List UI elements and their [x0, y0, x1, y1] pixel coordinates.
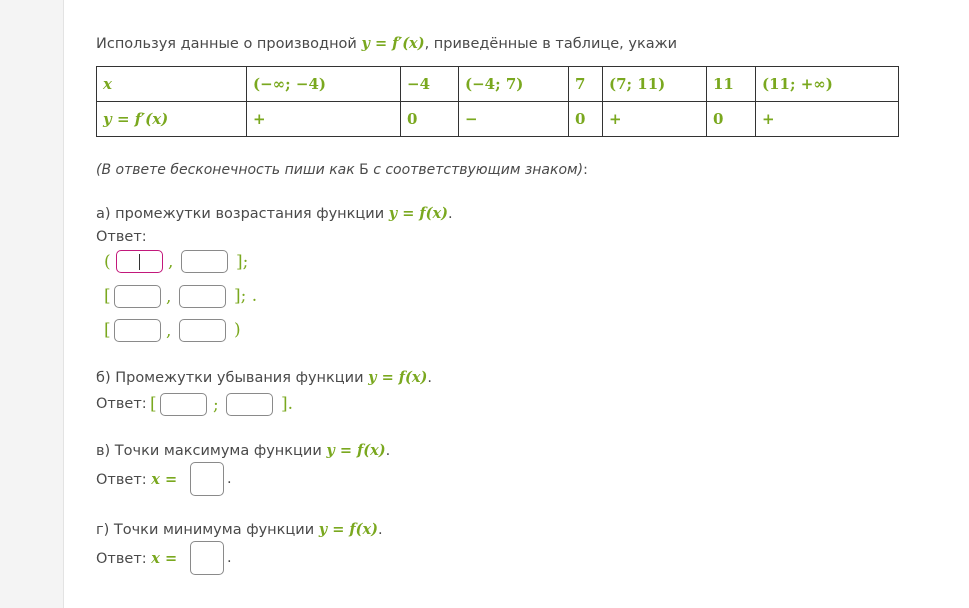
- increase-interval-3-end-input[interactable]: [179, 319, 226, 342]
- maximum-point-input[interactable]: [190, 462, 224, 496]
- table-cell: 0: [401, 102, 459, 137]
- table-cell: (7; 11): [603, 67, 707, 102]
- comma-separator: ,: [166, 321, 172, 341]
- table-cell: x: [97, 67, 247, 102]
- interval-close-bracket: ): [234, 320, 241, 340]
- part-b-formula: y = f(x): [368, 369, 428, 386]
- increase-interval-2-start-input[interactable]: [114, 285, 161, 308]
- part-a-dot: .: [448, 206, 453, 222]
- part-b-text: б) Промежутки убывания функции: [96, 370, 369, 386]
- semicolon-separator: ;: [213, 395, 219, 415]
- answer-label: Ответ:: [96, 551, 152, 567]
- part-d-label: [96, 521, 383, 538]
- part-c-label: [96, 442, 390, 459]
- part-d-formula: y = f(x): [318, 521, 379, 538]
- part-d-answer-label: [96, 550, 177, 567]
- table-cell: y = f′(x): [97, 102, 247, 137]
- part-a-label: [96, 205, 453, 222]
- table-cell: (−∞; −4): [247, 67, 401, 102]
- part-a-answer-label: Ответ:: [96, 229, 147, 245]
- table-cell: 7: [569, 67, 603, 102]
- table-cell: +: [247, 102, 401, 137]
- part-a-text: а) промежутки возрастания функции: [96, 206, 389, 222]
- interval-open-bracket: [: [104, 286, 111, 306]
- note-colon: :: [583, 162, 588, 178]
- intro-tail: , приведённые в таблице, укажи: [424, 36, 678, 52]
- table-cell: −4: [401, 67, 459, 102]
- answer-label: Ответ:: [96, 472, 152, 488]
- infinity-note: [96, 162, 588, 178]
- part-c-answer-label: [96, 471, 177, 488]
- increase-interval-1-start-input[interactable]: [116, 250, 163, 273]
- part-a-formula: y = f(x): [388, 205, 449, 222]
- part-b-label: [96, 369, 432, 386]
- note-text-2: с соответствующим знаком): [368, 162, 584, 178]
- note-letter: Б: [359, 162, 369, 178]
- increase-interval-2-end-input[interactable]: [179, 285, 226, 308]
- derivative-table: [96, 66, 899, 137]
- table-cell: (11; +∞): [756, 67, 899, 102]
- variable-x: x =: [151, 550, 178, 567]
- part-c-dot: .: [385, 443, 391, 459]
- interval-close-bracket: ].: [281, 394, 294, 414]
- text-cursor: [139, 254, 140, 270]
- increase-interval-3-start-input[interactable]: [114, 319, 161, 342]
- table-row: [97, 102, 899, 137]
- part-d-dot: .: [378, 522, 383, 538]
- decrease-interval-end-input[interactable]: [226, 393, 273, 416]
- note-text-1: (В ответе бесконечность пиши как: [96, 162, 360, 178]
- part-c-formula: y = f(x): [326, 442, 386, 459]
- interval-open-bracket: [: [150, 394, 157, 414]
- intro-text: Используя данные о производной: [96, 36, 362, 52]
- table-cell: −: [459, 102, 569, 137]
- table-row: [97, 67, 899, 102]
- table-cell: 11: [707, 67, 756, 102]
- part-b-dot: .: [427, 370, 432, 386]
- part-d-text: г) Точки минимума функции: [96, 522, 319, 538]
- period: .: [227, 471, 232, 487]
- table-cell: +: [756, 102, 899, 137]
- part-c-text: в) Точки максимума функции: [96, 443, 327, 459]
- minimum-point-input[interactable]: [190, 541, 224, 575]
- increase-interval-1-end-input[interactable]: [181, 250, 228, 273]
- part-b-answer-label: Ответ:: [96, 396, 147, 412]
- comma-separator: ,: [168, 252, 174, 272]
- intro-line: [96, 35, 677, 52]
- left-sidebar: [0, 0, 64, 608]
- decrease-interval-start-input[interactable]: [160, 393, 207, 416]
- table-cell: 0: [707, 102, 756, 137]
- interval-open-bracket: (: [104, 252, 111, 272]
- intro-formula: y = f′(x): [361, 35, 425, 52]
- interval-close-bracket: ]; .: [234, 286, 258, 306]
- interval-open-bracket: [: [104, 320, 111, 340]
- table-cell: 0: [569, 102, 603, 137]
- interval-close-bracket: ];: [236, 252, 249, 272]
- comma-separator: ,: [166, 287, 172, 307]
- table-cell: (−4; 7): [459, 67, 569, 102]
- period: .: [227, 550, 232, 566]
- table-cell: +: [603, 102, 707, 137]
- variable-x: x =: [151, 471, 178, 488]
